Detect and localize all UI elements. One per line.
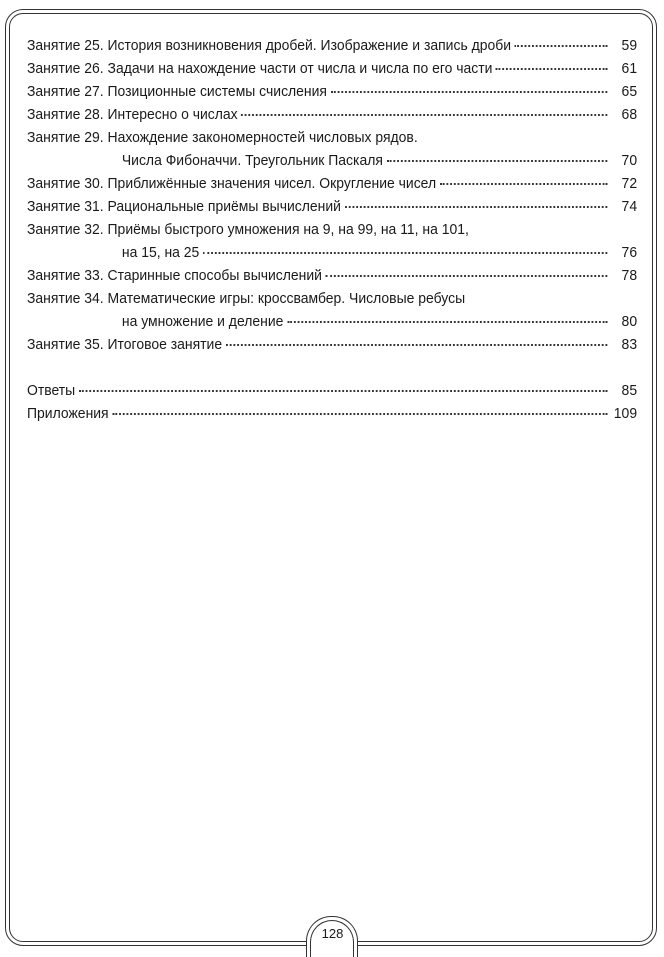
toc-entry-line xyxy=(27,241,637,264)
entry-title: Нахождение закономерностей числовых рядов. xyxy=(107,129,418,146)
entry-page: 83 xyxy=(621,336,638,353)
page-number: 128 xyxy=(321,926,344,941)
lesson-label: Занятие 30. xyxy=(27,175,104,192)
toc-entry-line xyxy=(27,149,637,172)
toc-entry-line xyxy=(27,103,637,126)
dot-leader xyxy=(241,114,607,116)
spacer xyxy=(27,356,637,379)
entry-title: Задачи на нахождение части от числа и числа по его части xyxy=(107,60,493,77)
toc-entry-line xyxy=(27,218,637,241)
entry-page: 68 xyxy=(621,106,638,123)
entry-page: 76 xyxy=(621,244,638,261)
entry-page: 85 xyxy=(621,382,638,399)
lesson-label: Занятие 29. xyxy=(27,129,104,146)
lesson-label: Занятие 35. xyxy=(27,336,104,353)
entry-page: 109 xyxy=(613,405,638,422)
entry-page: 61 xyxy=(621,60,638,77)
entry-title: Итоговое занятие xyxy=(107,336,223,353)
entry-title: Математические игры: кроссвамбер. Числовые ребусы xyxy=(107,290,466,307)
entry-page: 70 xyxy=(621,152,638,169)
entry-title: Интересно о числах xyxy=(107,106,238,123)
dot-leader xyxy=(287,321,607,323)
entry-title: Рациональные приёмы вычислений xyxy=(107,198,341,215)
entry-page: 59 xyxy=(621,37,638,54)
entry-title: История возникновения дробей. Изображение и запись дроби xyxy=(107,37,512,54)
table-of-contents xyxy=(27,34,637,425)
dot-leader xyxy=(203,252,607,254)
toc-entry-line xyxy=(27,172,637,195)
dot-leader xyxy=(79,390,607,392)
lesson-label: Занятие 27. xyxy=(27,83,104,100)
dot-leader xyxy=(226,344,608,346)
dot-leader xyxy=(440,183,607,185)
toc-entry-line xyxy=(27,195,637,218)
entry-page: 74 xyxy=(621,198,638,215)
lesson-label: Занятие 25. xyxy=(27,37,104,54)
entry-page: 80 xyxy=(621,313,638,330)
entry-title: Ответы xyxy=(27,382,76,399)
dot-leader xyxy=(331,91,608,93)
entry-title: Числа Фибоначчи. Треугольник Паскаля xyxy=(121,152,383,169)
lesson-label: Занятие 26. xyxy=(27,60,104,77)
toc-entry-line xyxy=(27,80,637,103)
toc-entry-line xyxy=(27,310,637,333)
toc-entry-line xyxy=(27,287,637,310)
entry-title: Старинные способы вычислений xyxy=(107,267,322,284)
toc-entry-line xyxy=(27,264,637,287)
entry-title: на умножение и деление xyxy=(121,313,284,330)
dot-leader xyxy=(515,45,608,47)
lesson-label: Занятие 34. xyxy=(27,290,104,307)
toc-entry-line xyxy=(27,126,637,149)
dot-leader xyxy=(326,275,608,277)
lesson-label: Занятие 33. xyxy=(27,267,104,284)
entry-page: 72 xyxy=(621,175,638,192)
toc-appendix-entry xyxy=(27,379,637,402)
lesson-label: Занятие 31. xyxy=(27,198,104,215)
entry-page: 78 xyxy=(621,267,638,284)
entry-title: Приближённые значения чисел. Округление чисел xyxy=(107,175,437,192)
entry-title: Приёмы быстрого умножения на 9, на 99, на 11, на 101, xyxy=(107,221,469,238)
entry-title: Приложения xyxy=(27,405,109,422)
dot-leader xyxy=(496,68,607,70)
entry-title: Позиционные системы счисления xyxy=(107,83,327,100)
dot-leader xyxy=(345,206,608,208)
toc-entry-line xyxy=(27,34,637,57)
dot-leader xyxy=(112,413,607,415)
toc-entry-line xyxy=(27,333,637,356)
dot-leader xyxy=(387,160,608,162)
entry-page: 65 xyxy=(621,83,638,100)
toc-entry-line xyxy=(27,57,637,80)
toc-appendix-entry xyxy=(27,402,637,425)
lesson-label: Занятие 32. xyxy=(27,221,104,238)
lesson-label: Занятие 28. xyxy=(27,106,104,123)
entry-title: на 15, на 25 xyxy=(121,244,200,261)
